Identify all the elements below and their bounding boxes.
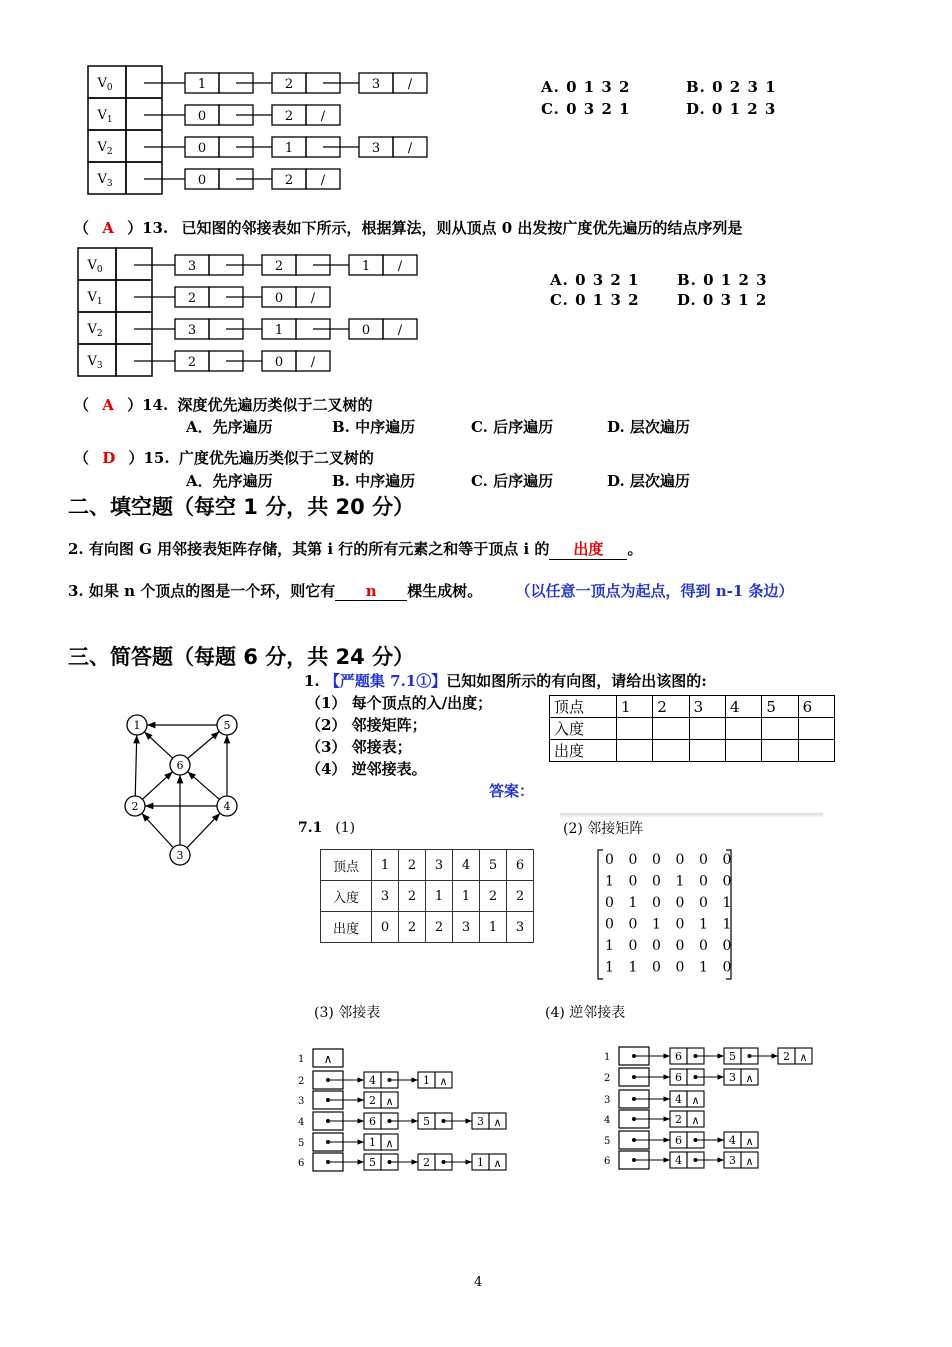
answer-list-row [298, 1071, 452, 1089]
table-cell [689, 740, 725, 762]
null-pointer: ∧ [691, 1094, 700, 1107]
answer-list-row [298, 1091, 398, 1109]
question-number: ）14. [127, 396, 169, 414]
fig12-option-b: B. 0 2 3 1 [686, 78, 777, 96]
list-node-value: 3 [371, 141, 381, 156]
matrix-cell: 0 [652, 873, 661, 890]
table-cell [617, 740, 653, 762]
adjacency-matrix [595, 846, 740, 984]
answer-part-1-label: (1) [335, 820, 356, 836]
table-cell: 2 [507, 881, 534, 912]
answer-part-4-label: (4) 逆邻接表 [545, 1005, 626, 1021]
matrix-cell: 0 [699, 938, 708, 954]
matrix-cell: 0 [652, 959, 661, 976]
node-value: 6 [675, 1134, 682, 1147]
matrix-cell: 1 [628, 959, 638, 976]
matrix-cell: 0 [605, 916, 614, 933]
fill-2-answer: 出度 [549, 538, 627, 560]
matrix-cell: 0 [628, 852, 638, 868]
node-value: 4 [369, 1074, 376, 1087]
answer-7-1-label [298, 820, 355, 836]
matrix-cell: 0 [722, 938, 732, 954]
matrix-cell: 0 [675, 959, 685, 976]
table-row [321, 850, 534, 881]
graph-node-label: 5 [223, 719, 231, 732]
list-node-value: 1 [197, 77, 207, 92]
fill-3-text: 3. 如果 n 个顶点的图是一个环，则它有 [68, 582, 336, 600]
table-cell: 3 [507, 912, 534, 943]
q13-option-c: C. 0 1 3 2 [550, 291, 640, 309]
answer-13: A [102, 219, 114, 237]
row-label: 3 [298, 1096, 305, 1107]
node-value: 6 [675, 1071, 682, 1084]
table-cell: 0 [372, 912, 399, 943]
list-node-value: 0 [197, 141, 207, 156]
vertex-label: $V_0$ [97, 76, 113, 93]
matrix-cell: 0 [675, 938, 685, 954]
answer-list-row [298, 1133, 398, 1151]
list-node-value: 3 [187, 259, 197, 274]
table-cell: 4 [725, 696, 761, 718]
fill-3-note: （以任意一顶点为起点，得到 n-1 条边） [515, 582, 794, 600]
list-node-value: 2 [284, 173, 294, 188]
question-13 [74, 217, 742, 238]
matrix-cell: 0 [628, 938, 638, 954]
graph-node-label: 3 [176, 849, 184, 862]
list-row [78, 312, 417, 344]
table-cell: 2 [399, 881, 426, 912]
vertex-label: $V_2$ [87, 322, 103, 339]
vertex-label: $V_2$ [97, 140, 113, 157]
node-value: 2 [675, 1113, 682, 1126]
graph-node-label: 6 [176, 759, 184, 772]
graph-node-label: 2 [131, 800, 139, 813]
matrix-cell: 1 [652, 916, 661, 933]
table-cell: 1 [372, 850, 399, 881]
table-cell: 顶点 [321, 850, 372, 881]
list-node-value: 2 [274, 259, 284, 274]
table-row [321, 881, 534, 912]
q14-option-b: B. 中序遍历 [332, 418, 416, 436]
answer-list-row [604, 1131, 758, 1149]
table-cell: 2 [399, 850, 426, 881]
row-label: 1 [298, 1054, 305, 1065]
paren-open: （ [74, 449, 90, 467]
pointer-cell [126, 66, 162, 98]
list-node-value: 1 [361, 259, 371, 274]
matrix-cell: 0 [652, 895, 661, 911]
table-cell: 3 [689, 696, 725, 718]
answer-label: 答案： [489, 782, 535, 800]
fill-3-answer: n [335, 582, 407, 601]
fill-2-text: 2. 有向图 G 用邻接表矩阵存储，其第 i 行的所有元素之和等于顶点 i 的 [68, 540, 550, 558]
vertex-label: $V_3$ [97, 172, 113, 189]
answer-list-row [604, 1090, 704, 1108]
table-cell: 5 [480, 850, 507, 881]
null-pointer: / [310, 291, 316, 306]
table-cell: 2 [399, 912, 426, 943]
answer-list-row [298, 1153, 506, 1171]
q1-item-1: （1） 每个顶点的入/出度； [306, 694, 493, 712]
fig12-adjacency-list [85, 64, 430, 196]
table-row [550, 718, 835, 740]
null-pointer: / [397, 259, 403, 274]
matrix-cell: 0 [699, 895, 708, 911]
pointer-cell [126, 98, 162, 130]
matrix-cell: 1 [675, 873, 685, 890]
q15-option-c: C. 后序遍历 [471, 472, 554, 490]
list-row [88, 66, 427, 98]
matrix-cell: 0 [722, 959, 732, 976]
list-node-value: 3 [371, 77, 381, 92]
q1-number: 1. [304, 672, 320, 690]
row-label: 2 [298, 1076, 305, 1087]
graph-edge [188, 731, 220, 758]
q15-option-b: B. 中序遍历 [332, 472, 416, 490]
table-row [550, 740, 835, 762]
answer-part-3-label: (3) 邻接表 [314, 1005, 381, 1021]
matrix-cell: 0 [652, 938, 661, 954]
table-cell: 1 [453, 881, 480, 912]
answer-part-2-label: (2) 邻接矩阵 [563, 821, 644, 837]
row-label: 3 [604, 1095, 611, 1106]
node-value: 1 [369, 1136, 376, 1149]
table-cell: 4 [453, 850, 480, 881]
vertex-label: $V_3$ [87, 354, 103, 371]
q13-option-b: B. 0 1 2 3 [677, 271, 768, 289]
null-pointer: ∧ [799, 1051, 808, 1064]
list-node-value: 1 [274, 323, 284, 338]
section-2-title: 二、填空题（每空 1 分，共 20 分） [68, 495, 415, 519]
list-row [88, 130, 427, 162]
q1-item-3: （3） 邻接表； [306, 738, 412, 756]
table-cell [762, 740, 798, 762]
null-pointer: ∧ [745, 1135, 754, 1148]
fill-question-2 [68, 538, 642, 560]
graph-edge [135, 735, 137, 796]
list-node-value: 3 [187, 323, 197, 338]
answer-adjacency-list [298, 1046, 523, 1176]
directed-graph [112, 705, 252, 870]
list-node-value: 2 [284, 109, 294, 124]
paren-open: （ [74, 219, 90, 237]
answer-list-row [604, 1110, 704, 1128]
table-cell: 3 [372, 881, 399, 912]
answer-list-row [298, 1049, 343, 1067]
list-row [88, 98, 340, 130]
answer-list-row [604, 1047, 812, 1065]
matrix-cell: 0 [652, 852, 661, 868]
fill-3-end: 棵生成树。 [407, 582, 483, 600]
q14-option-d: D. 层次遍历 [607, 418, 690, 436]
table-cell: 1 [480, 912, 507, 943]
section-3-title: 三、简答题（每题 6 分，共 24 分） [68, 645, 415, 669]
vertex-cell [88, 66, 126, 98]
node-value: 4 [729, 1134, 736, 1147]
q1-item-2: （2） 邻接矩阵； [306, 716, 427, 734]
list-node-value: 0 [197, 173, 207, 188]
pointer-cell [116, 280, 152, 312]
page-number: 4 [474, 1275, 483, 1290]
vertex-cell [78, 344, 116, 376]
matrix-cell: 0 [722, 852, 732, 868]
node-value: 3 [729, 1154, 736, 1167]
matrix-cell: 0 [722, 873, 732, 890]
q1-item-4: （4） 逆邻接表。 [306, 760, 427, 778]
answer-list-row [604, 1068, 758, 1086]
matrix-cell: 1 [722, 916, 732, 933]
q14-option-c: C. 后序遍历 [471, 418, 554, 436]
answer-list-row [604, 1151, 758, 1169]
matrix-cell: 0 [605, 852, 614, 868]
null-pointer: ∧ [745, 1072, 754, 1085]
null-pointer: / [320, 109, 326, 124]
table-cell [725, 718, 761, 740]
short-question-1 [304, 670, 707, 691]
table-cell: 6 [798, 696, 834, 718]
matrix-cell: 0 [628, 916, 638, 933]
list-row [78, 344, 330, 376]
null-pointer: / [320, 173, 326, 188]
matrix-cell: 0 [605, 895, 614, 911]
q15-option-a: A．先序遍历 [186, 472, 273, 490]
table-cell [617, 718, 653, 740]
null-pointer: ∧ [493, 1116, 502, 1129]
matrix-cell: 1 [628, 895, 638, 911]
matrix-cell: 1 [699, 959, 708, 976]
table-cell [689, 718, 725, 740]
fill-2-end: 。 [627, 540, 643, 558]
matrix-cell: 0 [699, 873, 708, 890]
graph-edge [187, 813, 220, 848]
question-14 [74, 394, 372, 415]
answer-divider [560, 813, 823, 817]
fill-question-3 [68, 580, 794, 601]
node-value: 6 [369, 1115, 376, 1128]
matrix-cell: 0 [675, 895, 685, 911]
null-pointer: ∧ [493, 1157, 502, 1170]
pointer-cell [126, 130, 162, 162]
null-pointer: ∧ [745, 1155, 754, 1168]
row-label: 1 [604, 1052, 611, 1063]
vertex-label: $V_0$ [87, 258, 103, 275]
list-node-value: 2 [284, 77, 294, 92]
node-value: 1 [423, 1074, 430, 1087]
table-cell [653, 718, 689, 740]
q13-option-a: A. 0 3 2 1 [550, 271, 640, 289]
q1-text: 已知如图所示的有向图，请给出该图的: [446, 672, 707, 690]
vertex-cell [88, 130, 126, 162]
matrix-cell: 1 [605, 959, 614, 976]
table-cell: 3 [426, 850, 453, 881]
matrix-cell: 1 [605, 873, 614, 890]
list-row [88, 162, 340, 194]
table-cell: 1 [617, 696, 653, 718]
row-label: 5 [604, 1136, 611, 1147]
null-pointer: ∧ [439, 1075, 448, 1088]
q13-option-d: D. 0 3 1 2 [677, 291, 768, 309]
matrix-cell: 1 [699, 916, 708, 933]
matrix-cell: 1 [722, 895, 732, 911]
graph-node-label: 1 [133, 719, 141, 732]
list-node-value: 0 [197, 109, 207, 124]
node-value: 4 [675, 1093, 682, 1106]
pointer-cell [126, 162, 162, 194]
row-label: 4 [604, 1115, 611, 1126]
answer-number: 7.1 [298, 820, 323, 836]
answer-15: D [102, 449, 116, 467]
null-pointer: ∧ [385, 1137, 394, 1150]
q14-option-a: A．先序遍历 [186, 418, 273, 436]
row-label: 6 [604, 1156, 611, 1167]
null-pointer: ∧ [691, 1114, 700, 1127]
list-node-value: 0 [361, 323, 371, 338]
q1-tag: 【严题集 7.1①】 [324, 672, 447, 690]
graph-edge [142, 772, 172, 800]
node-value: 4 [675, 1154, 682, 1167]
matrix-cell: 1 [605, 938, 614, 954]
null-pointer: / [310, 355, 316, 370]
vertex-cell [78, 248, 116, 280]
table-cell: 顶点 [550, 696, 617, 718]
pointer-cell [116, 344, 152, 376]
q13-adjacency-list [75, 246, 420, 378]
node-value: 5 [369, 1156, 376, 1169]
node-value: 5 [423, 1115, 430, 1128]
table-cell [725, 740, 761, 762]
pointer-cell [116, 248, 152, 280]
row-label: 5 [298, 1138, 305, 1149]
table-cell: 5 [762, 696, 798, 718]
table-cell: 6 [507, 850, 534, 881]
table-cell: 出度 [550, 740, 617, 762]
graph-edge [144, 732, 172, 758]
table-cell: 出度 [321, 912, 372, 943]
table-cell: 2 [426, 912, 453, 943]
list-node-value: 1 [284, 141, 294, 156]
null-pointer: ∧ [385, 1095, 394, 1108]
paren-open: （ [74, 396, 90, 414]
node-value: 5 [729, 1050, 736, 1063]
question-number: ）13. [127, 219, 169, 237]
list-node-value: 2 [187, 291, 197, 306]
list-node-value: 2 [187, 355, 197, 370]
table-row [321, 912, 534, 943]
matrix-cell: 0 [675, 852, 685, 868]
answer-14: A [102, 396, 114, 414]
null-pointer: / [407, 141, 413, 156]
inverse-adjacency-list [604, 1044, 824, 1174]
fig12-option-a: A. 0 1 3 2 [541, 78, 631, 96]
table-cell [653, 740, 689, 762]
node-value: 2 [423, 1156, 430, 1169]
vertex-cell [88, 162, 126, 194]
question-14-text: 深度优先遍历类似于二叉树的 [177, 396, 373, 414]
node-value: 1 [477, 1156, 484, 1169]
matrix-cell: 0 [628, 873, 638, 890]
question-13-text: 已知图的邻接表如下所示，根据算法，则从顶点 0 出发按广度优先遍历的结点序列是 [181, 219, 743, 237]
vertex-label: $V_1$ [97, 108, 113, 125]
row-label: 2 [604, 1073, 611, 1084]
pointer-cell [116, 312, 152, 344]
vertex-cell [88, 98, 126, 130]
list-row [78, 280, 330, 312]
graph-edge [188, 772, 220, 800]
table-cell [762, 718, 798, 740]
fig12-option-c: C. 0 3 2 1 [541, 100, 631, 118]
node-value: 6 [675, 1050, 682, 1063]
table-cell: 2 [480, 881, 507, 912]
row-label: 6 [298, 1158, 305, 1169]
matrix-cell: 0 [675, 916, 685, 933]
answer-degree-table [320, 849, 534, 943]
list-node-value: 0 [274, 291, 284, 306]
table-cell: 1 [426, 881, 453, 912]
null-pointer: ∧ [323, 1052, 333, 1066]
row-label: 4 [298, 1117, 305, 1128]
list-node-value: 0 [274, 355, 284, 370]
answer-list-row [298, 1112, 506, 1130]
table-cell [798, 718, 834, 740]
null-pointer: / [397, 323, 403, 338]
graph-edge [142, 813, 173, 847]
table-cell [798, 740, 834, 762]
node-value: 2 [783, 1050, 790, 1063]
graph-node-label: 4 [223, 800, 231, 813]
table-row [550, 696, 835, 718]
question-15 [74, 447, 374, 468]
table-cell: 3 [453, 912, 480, 943]
q15-option-d: D. 层次遍历 [607, 472, 690, 490]
node-value: 2 [369, 1094, 376, 1107]
table-cell: 2 [653, 696, 689, 718]
null-pointer: / [407, 77, 413, 92]
vertex-cell [78, 280, 116, 312]
matrix-cell: 0 [699, 852, 708, 868]
fig12-option-d: D. 0 1 2 3 [686, 100, 777, 118]
vertex-label: $V_1$ [87, 290, 103, 307]
node-value: 3 [477, 1115, 484, 1128]
node-value: 3 [729, 1071, 736, 1084]
table-cell: 入度 [550, 718, 617, 740]
table-cell: 入度 [321, 881, 372, 912]
list-row [78, 248, 417, 280]
question-number: ）15. [128, 449, 170, 467]
degree-table [549, 695, 835, 762]
matrix-bracket-left [598, 850, 603, 979]
question-15-text: 广度优先遍历类似于二叉树的 [178, 449, 374, 467]
vertex-cell [78, 312, 116, 344]
